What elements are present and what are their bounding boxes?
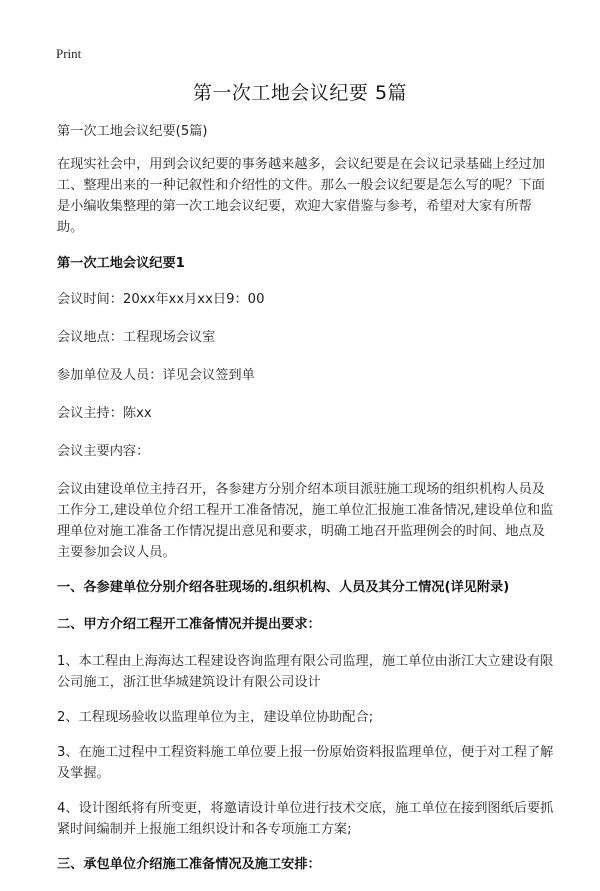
document-title: 第一次工地会议纪要 5篇 bbox=[192, 82, 408, 104]
list-item-3: 3、在施工过程中工程资料施工单位要上报一份原始资料报监理单位，便于对工程了解及掌握。 bbox=[57, 745, 554, 781]
heading-two: 二、甲方介绍工程开工准备情况并提出要求： bbox=[57, 617, 321, 632]
meeting-place: 会议地点：工程现场会议室 bbox=[57, 330, 216, 345]
section-heading: 第一次工地会议纪要1 bbox=[57, 256, 185, 271]
attendees: 参加单位及人员：详见会议签到单 bbox=[57, 368, 255, 383]
list-item-4: 4、设计图纸将有所变更，将邀请设计单位进行技术交底，施工单位在接到图纸后要抓紧时间编制并上报施工组织设计和各专项施工方案; bbox=[57, 801, 554, 837]
list-item-1: 1、本工程由上海海达工程建设咨询监理有限公司监理，施工单位由浙江大立建设有限公司施工，浙江世华城建筑设计有限公司设计 bbox=[57, 654, 554, 690]
heading-one: 一、各参建单位分别介绍各驻现场的.组织机构、人员及其分工情况(详见附录) bbox=[57, 580, 510, 595]
meeting-time: 会议时间：20xx年xx月xx日9：00 bbox=[57, 292, 265, 307]
intro-paragraph: 在现实社会中，用到会议纪要的事务越来越多，会议纪要是在会议记录基础上经过加工、整理出来的一种记叙性和介绍性的文件。那么一般会议纪要是怎么写的呢？下面是小编收集整理的第一次工地会议纪要，欢迎大家借鉴与参考，希望对大家有所帮助。 bbox=[57, 157, 545, 235]
print-label: Print bbox=[56, 46, 82, 61]
meeting-host: 会议主持：陈xx bbox=[57, 406, 152, 421]
main-content-paragraph: 会议由建设单位主持召开，各参建方分别介绍本项目派驻施工现场的组织机构人员及工作分工,建设单位介绍工程开工准备情况，施工单位汇报施工准备情况,建设单位和监理单位对施工准备工作情况提出意见和要求，明确工地召开监理例会的时间、地点及主要参加会议人员。 bbox=[57, 482, 554, 560]
list-item-2: 2、工程现场验收以监理单位为主，建设单位协助配合; bbox=[57, 710, 374, 725]
document-subtitle: 第一次工地会议纪要(5篇) bbox=[57, 124, 208, 139]
document-body bbox=[57, 121, 554, 891]
main-content-label: 会议主要内容： bbox=[57, 444, 150, 459]
heading-three: 三、承包单位介绍施工准备情况及施工安排： bbox=[57, 857, 321, 872]
